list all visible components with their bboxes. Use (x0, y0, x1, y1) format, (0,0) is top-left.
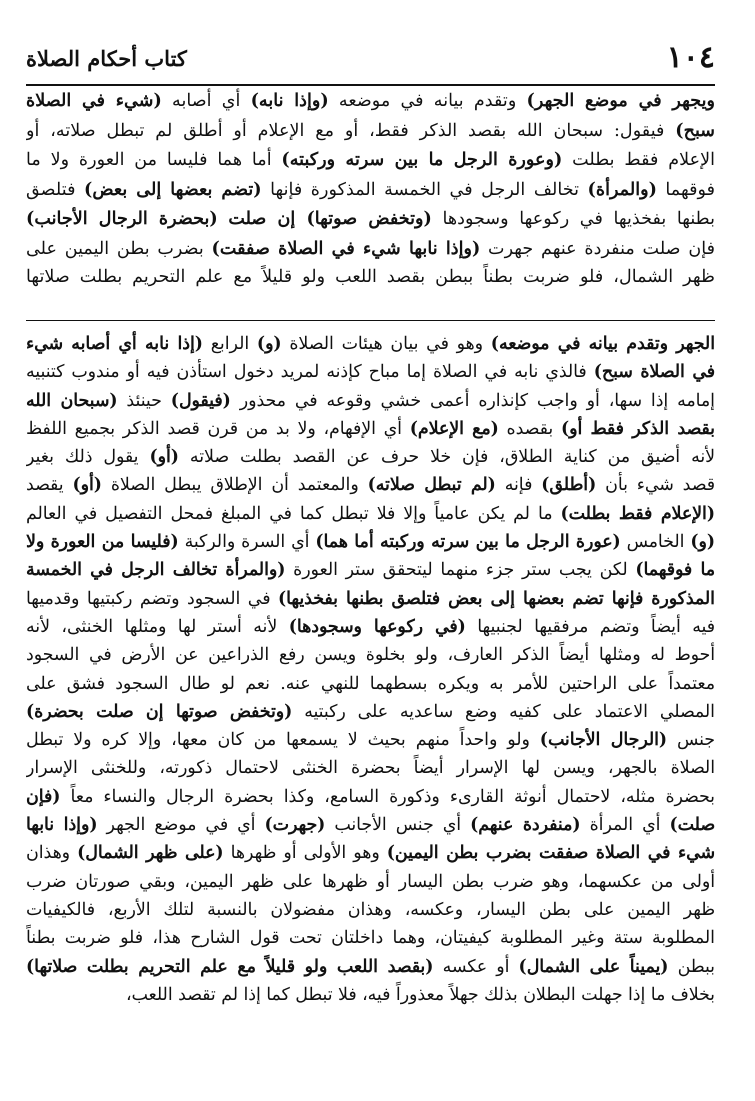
text-segment: الإعلام فقط بطلت (562, 150, 715, 170)
page-number: ١٠٤ (666, 40, 715, 75)
text-segment: أي في موضع الجهر (97, 815, 265, 836)
text-segment: فإن صلت منفردة عنهم جهرت (480, 238, 715, 259)
text-segment: أما هما فليسا من العورة ولا ما (26, 150, 282, 170)
sharh-line (26, 500, 715, 528)
sharh-line (26, 783, 715, 811)
text-segment: الصلاة بالجهر، ويسن لها الإسرار أيضاً بحضرة الخنثى لاحتمال ذكورته، وللخنثى الإسرار (26, 758, 715, 779)
text-segment: المصلي الاعتماد على كفيه وضع ساعديه على ركبتيه (292, 701, 715, 722)
text-segment: أي السرة والركبة (178, 532, 316, 553)
quoted-text-bold: (بقصد اللعب ولو قليلاً مع علم التحريم بطلت صلاتها) (26, 956, 434, 977)
text-segment: ببطن (668, 956, 715, 977)
text-segment: فتلصق (26, 179, 84, 200)
quoted-text-bold: (وإذا نابه) (250, 90, 329, 111)
text-segment: لأنه أستر لها ومثلها الخنثى، لأنه (26, 616, 289, 637)
quoted-text-bold: (فليسا من العورة ولا (26, 532, 179, 553)
quoted-text-bold: (والمرأة) (587, 178, 657, 200)
text-segment: يقول ذلك بغير (26, 447, 150, 468)
text-segment: ظهر الشمال، فلو ضربت بطناً ببطن بقصد اللعب ولو قليلاً مع علم التحريم بطلت صلاتها (26, 267, 715, 287)
text-segment: المطلوبة ستة وغير المطلوبة كيفيتان، وهما داخلتان تحت قول الشارح هذا، فلو ضربت بطناً (26, 928, 715, 949)
sharh-line (26, 811, 715, 839)
quoted-text-bold: (سبحان الله (26, 390, 118, 411)
page-header (26, 38, 715, 78)
text-segment: الرابع (202, 334, 257, 354)
text-segment: أولى من عكسهما، وهو ضرب بطن اليسار أو ظهرها على ظهر اليمين، وبقي صورتان ضرب (26, 871, 715, 892)
quoted-text-bold: (و) (690, 532, 715, 553)
quoted-text-bold: (لم تبطل صلاته) (367, 475, 496, 496)
matn-line (26, 204, 715, 234)
text-segment: وهذان (26, 843, 78, 864)
text-segment: ولو واحداً منهم بحيث لا يسمعها من كان معها، وإلا كره ولا تبطل (26, 730, 540, 751)
text-segment: جنس (667, 730, 715, 751)
text-segment: فالذي نابه في الصلاة إما مباح كإذنه لمريد دخول استأذن فيه أو مندوب كتنبيه (26, 362, 594, 383)
quoted-text-bold: (وإذا نابها (26, 815, 98, 836)
quoted-text-bold: (أو) (72, 475, 102, 496)
sharh-line (26, 670, 715, 698)
text-segment: فيه أيضاً وتضم مرفقيها لجنبيها (465, 616, 715, 637)
sharh-line (26, 953, 715, 981)
sharh-line (26, 868, 715, 896)
quoted-text-bold: (يميناً على الشمال) (518, 956, 669, 977)
text-segment: لأنه أضيق من كناية الطلاق، فإن خلا حرف عن القصد بطلت صلاته (178, 447, 715, 468)
text-segment: فيقول: سبحان الله بقصد الذكر فقط، أو مع الإعلام أو أطلق لم تبطل صلاته، أو (26, 120, 676, 141)
sharh-line (26, 443, 715, 471)
matn-line (26, 145, 715, 175)
quoted-text-bold: (وعورة الرجل ما بين سرته وركبته) (281, 149, 563, 170)
sharh-line (26, 613, 715, 641)
text-segment: بخلاف ما إذا جهلت البطلان بذلك جهلاً معذوراً فيه، فلا تبطل كما إذا لم تقصد اللعب، (125, 984, 715, 1005)
quoted-text-bold: ويجهر في موضع الجهر) (526, 90, 715, 111)
text-segment: فإنه (495, 475, 542, 496)
text-segment: بضرب بطن اليمين على (26, 238, 212, 259)
sharh-line (26, 698, 715, 726)
quoted-text-bold: (منفردة عنهم) (470, 815, 581, 836)
matn-text (26, 86, 715, 293)
quoted-text-bold: (شيء في الصلاة (26, 90, 162, 111)
quoted-text-bold: (بحضرة الرجال الأجانب) (26, 208, 218, 229)
quoted-text-bold: شيء في الصلاة صفقت بضرب بطن اليمين) (386, 843, 715, 864)
quoted-text-bold: (و) (256, 334, 282, 354)
text-segment: معتمداً على الراحتين للأمر به ويكره بسطهما للنهي عنه. نعم لو طال السجود فشق على (26, 673, 715, 694)
sharh-line (26, 528, 715, 556)
text-segment: الخامس (620, 532, 691, 553)
matn-line (26, 234, 715, 264)
matn-line (26, 175, 715, 205)
text-segment: أي الإفهام، ولا بد من قرن قصد الذكر بجميع اللفظ (26, 418, 410, 439)
text-segment (218, 209, 229, 229)
sharh-line (26, 981, 715, 1009)
text-segment: في السجود وتضم ركبتيها وقدميها (26, 588, 278, 609)
quoted-text-bold: (الرجال الأجانب) (539, 730, 668, 751)
quoted-text-bold: (على ظهر الشمال) (77, 843, 224, 864)
quoted-text-bold: صلت) (669, 815, 715, 836)
text-segment: تخالف الرجل في الخمسة المذكورة فإنها (261, 179, 588, 200)
text-segment: بطنها بفخذيها في ركوعها وسجودها (431, 209, 715, 229)
sharh-line (26, 387, 715, 415)
quoted-text-bold: (تضم بعضها إلى بعض) (84, 178, 262, 200)
text-segment: إمامه إذا سها، أو واجب كإنذاره أعمى خشي وقوعه في محذور (230, 390, 715, 411)
sharh-line (26, 585, 715, 613)
sharh-line (26, 896, 715, 924)
quoted-text-bold: (مع الإعلام) (409, 418, 499, 439)
sharh-line (26, 330, 715, 358)
section-divider (26, 320, 715, 321)
sharh-commentary (26, 330, 715, 1009)
quoted-text-bold: المذكورة فإنها تضم بعضها إلى بعض فتلصق بطنها بفخذيها) (277, 588, 715, 609)
quoted-text-bold: بقصد الذكر فقط أو) (560, 418, 715, 439)
quoted-text-bold: في الصلاة سبح) (593, 362, 715, 383)
quoted-text-bold: الجهر وتقدم بيانه في موضعه) (490, 334, 715, 354)
text-segment: وهو في بيان هيئات الصلاة (281, 334, 491, 354)
sharh-line (26, 754, 715, 782)
quoted-text-bold: (وتخفض صوتها) إن صلت (228, 208, 432, 229)
text-segment: أي أصابه (161, 91, 251, 111)
text-segment: أو عكسه (433, 956, 519, 977)
text-segment: يقصد (26, 475, 73, 496)
sharh-line (26, 839, 715, 867)
quoted-text-bold: (في ركوعها وسجودها) (288, 616, 466, 637)
text-segment: أي جنس الأجانب (325, 815, 471, 836)
quoted-text-bold: (وإذا نابها شيء في الصلاة صفقت) (211, 237, 481, 259)
sharh-line (26, 471, 715, 499)
quoted-text-bold: (فيقول) (170, 390, 231, 411)
matn-line (26, 116, 715, 146)
text-segment: أي المرأة (580, 815, 670, 836)
text-segment: قصد شيء بأن (596, 475, 715, 496)
text-segment: ما لم يكن عامياً وإلا فلا تبطل كما في المبلغ فمحل التفصيل في العالم (26, 503, 561, 524)
sharh-line (26, 924, 715, 952)
quoted-text-bold: (وتخفض صوتها إن صلت بحضرة) (26, 701, 293, 722)
text-segment: وهو الأولى أو ظهرها (223, 843, 387, 864)
quoted-text-bold: (أطلق) (541, 475, 597, 496)
quoted-text-bold: سبح) (675, 119, 715, 141)
text-segment: فوقهما (656, 179, 715, 200)
text-segment: والمعتمد أن الإطلاق يبطل الصلاة (101, 475, 368, 496)
quoted-text-bold: (عورة الرجل ما بين سرته وركبته أما هما) (315, 532, 621, 553)
quoted-text-bold: (فإن (26, 786, 61, 807)
text-segment: بقصده (498, 418, 561, 439)
sharh-line (26, 556, 715, 584)
quoted-text-bold: (جهرت) (264, 815, 326, 836)
sharh-line (26, 415, 715, 443)
matn-line (26, 86, 715, 116)
sharh-line (26, 358, 715, 386)
text-segment: لكن يجب ستر جزء منهما ليتحقق ستر العورة (285, 560, 636, 581)
text-segment: ظهر اليمين على بطن اليسار، وعكسه، وهذان مفضولان بالنسبة لتلك الأربع، فالكيفيات (26, 899, 715, 920)
text-segment: حينئذ (117, 390, 171, 411)
quoted-text-bold: (إذا نابه أي أصابه شيء (26, 334, 203, 354)
quoted-text-bold: (أو) (149, 447, 179, 468)
sharh-line (26, 641, 715, 669)
text-segment: أحوط له ومثلها أيضاً الذكر العارف، ولو بخلوة ويسن رفع الذراعين عن الأرض في السجود (26, 645, 715, 666)
text-segment: وتقدم بيانه في موضعه (328, 91, 527, 111)
book-title: كتاب أحكام الصلاة (26, 46, 187, 71)
quoted-text-bold: (الإعلام فقط بطلت) (560, 503, 715, 524)
quoted-text-bold: (والمرأة تخالف الرجل في الخمسة (26, 560, 286, 581)
text-segment: بحضرة مثله، لاحتمال أنوثة القارىء وذكورة السامع، وكذا بحضرة الرجال والنساء معاً (60, 786, 715, 807)
sharh-line (26, 726, 715, 754)
quoted-text-bold: ما فوقهما) (635, 560, 715, 581)
matn-line (26, 263, 715, 293)
